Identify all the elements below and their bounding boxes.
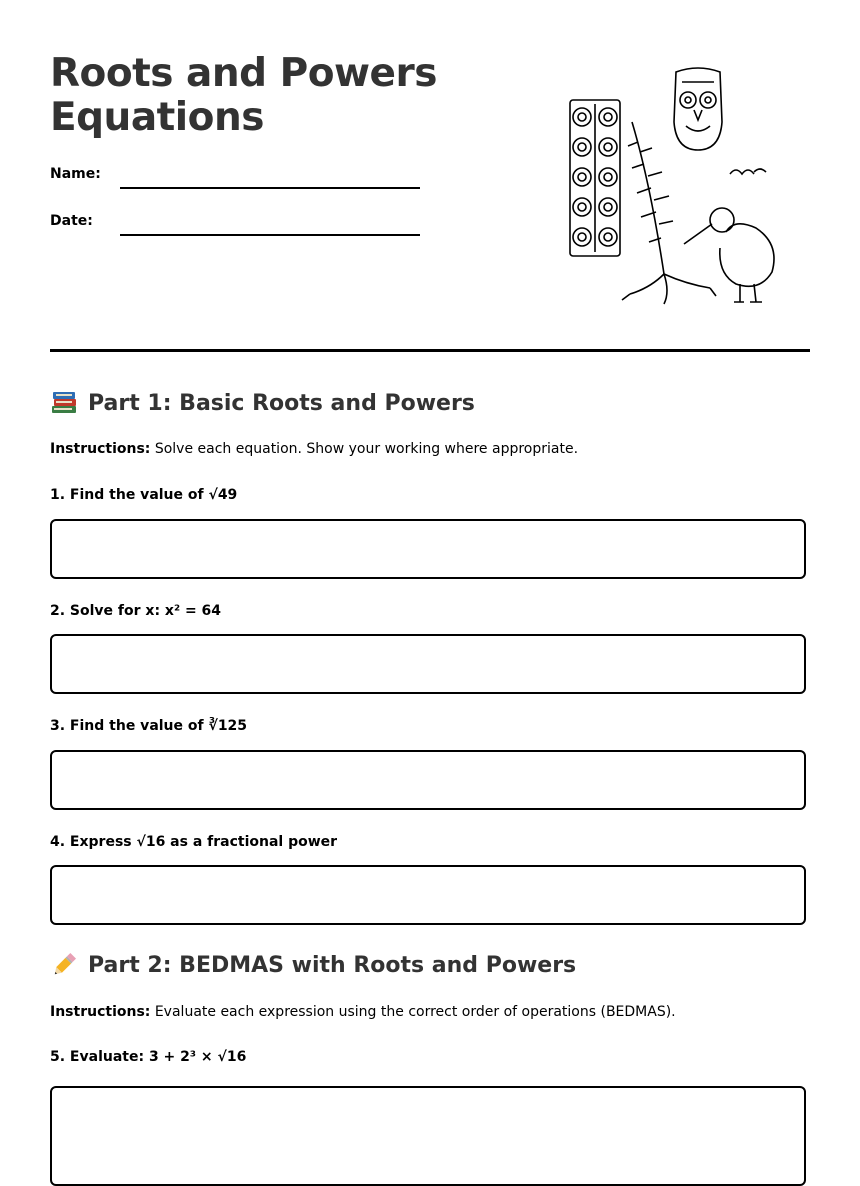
page-title xyxy=(50,52,470,140)
part1-instructions-label: Instructions: xyxy=(50,441,151,457)
question-5-label: 5. Evaluate: 3 + 2³ × √16 xyxy=(50,1049,247,1065)
part2-instructions-label: Instructions: xyxy=(50,1004,151,1020)
answer-box-5[interactable] xyxy=(50,1086,806,1186)
question-2-label: 2. Solve for x: x² = 64 xyxy=(50,603,222,619)
name-field[interactable] xyxy=(120,187,420,189)
answer-box-4[interactable] xyxy=(50,865,806,925)
question-4-label: 4. Express √16 as a fractional power xyxy=(50,834,338,850)
part1-instructions-text: Solve each equation. Show your working where appropriate. xyxy=(150,441,579,457)
tiki-mask-icon xyxy=(674,68,722,150)
question-3-label: 3. Find the value of ∛125 xyxy=(50,718,248,734)
question-1-label: 1. Find the value of √49 xyxy=(50,487,238,503)
part2-instructions-text: Evaluate each expression using the correct order of operations (BEDMAS). xyxy=(150,1004,676,1020)
answer-box-2[interactable] xyxy=(50,634,806,694)
carved-pillar-icon xyxy=(570,100,620,256)
part1-heading xyxy=(50,389,475,417)
part2-heading xyxy=(50,951,576,979)
kiwi-bird-icon xyxy=(684,208,774,302)
birds-icon xyxy=(730,169,766,174)
part1-heading-text: Part 1: Basic Roots and Powers xyxy=(88,390,475,416)
section-divider xyxy=(50,349,810,352)
date-field[interactable] xyxy=(120,234,420,236)
maori-illustration xyxy=(560,62,790,312)
name-label: Name: xyxy=(50,166,101,182)
answer-box-3[interactable] xyxy=(50,750,806,810)
pencil-icon xyxy=(50,951,78,979)
title-line-1: Roots and Powers xyxy=(50,51,437,96)
date-label: Date: xyxy=(50,213,93,229)
part2-instructions xyxy=(50,1004,676,1020)
part1-instructions xyxy=(50,441,578,457)
part2-heading-text: Part 2: BEDMAS with Roots and Powers xyxy=(88,952,577,978)
books-icon xyxy=(50,389,78,417)
answer-box-1[interactable] xyxy=(50,519,806,579)
title-line-2: Equations xyxy=(50,95,264,140)
